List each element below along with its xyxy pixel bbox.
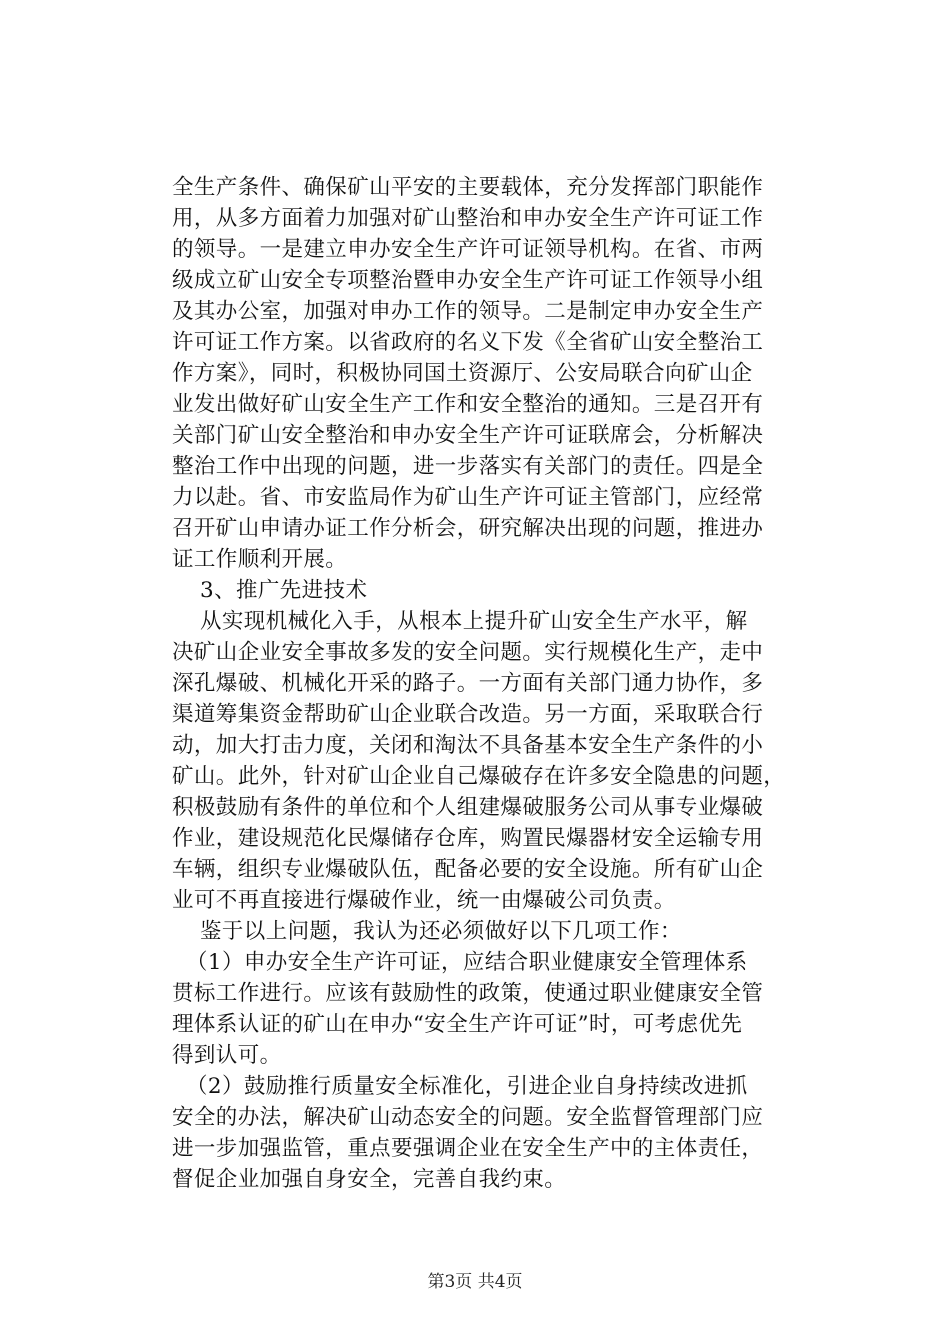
text-line: 用，从多方面着力加强对矿山整治和申办安全生产许可证工作: [172, 206, 764, 231]
text-line: 关部门矿山安全整治和申办安全生产许可证联席会，分析解决: [172, 423, 764, 448]
text-line: 矿山。此外，针对矿山企业自己爆破存在许多安全隐患的问题，: [172, 764, 786, 789]
document-body: [172, 172, 788, 1195]
section-heading: 3、推广先进技术: [200, 578, 368, 603]
list-item-start: （1）申办安全生产许可证，应结合职业健康安全管理体系: [186, 950, 748, 975]
page-number-footer: 第3页 共4页: [427, 1272, 523, 1292]
text-line: 级成立矿山安全专项整治暨申办安全生产许可证工作领导小组: [172, 268, 764, 293]
text-line: 召开矿山申请办证工作分析会，研究解决出现的问题，推进办: [172, 516, 764, 541]
text-line: 渠道筹集资金帮助矿山企业联合改造。另一方面，采取联合行: [172, 702, 764, 727]
text-line: 及其办公室，加强对申办工作的领导。二是制定申办安全生产: [172, 299, 764, 324]
text-line: 业发出做好矿山安全生产工作和安全整治的通知。三是召开有: [172, 392, 764, 417]
text-line: 许可证工作方案。以省政府的名义下发《全省矿山安全整治工: [172, 330, 764, 355]
text-line: 全生产条件、确保矿山平安的主要载体，充分发挥部门职能作: [172, 175, 764, 200]
text-line: 督促企业加强自身安全，完善自我约束。: [172, 1167, 567, 1192]
text-line: 作业，建设规范化民爆储存仓库，购置民爆器材安全运输专用: [172, 826, 764, 851]
list-item-start: （2）鼓励推行质量安全标准化，引进企业自身持续改进抓: [186, 1074, 748, 1099]
text-line: 理体系认证的矿山在申办“安全生产许可证”时，可考虑优先: [172, 1012, 743, 1037]
text-line: 安全的办法，解决矿山动态安全的问题。安全监督管理部门应: [172, 1105, 764, 1130]
paragraph-start: 从实现机械化入手，从根本上提升矿山安全生产水平，解: [200, 609, 748, 634]
text-line: 深孔爆破、机械化开采的路子。一方面有关部门通力协作，多: [172, 671, 764, 696]
text-line: 业可不再直接进行爆破作业，统一由爆破公司负责。: [172, 888, 676, 913]
text-line: 贯标工作进行。应该有鼓励性的政策，使通过职业健康安全管: [172, 981, 764, 1006]
text-line: 得到认可。: [172, 1043, 282, 1068]
text-line: 力以赴。省、市安监局作为矿山生产许可证主管部门，应经常: [172, 485, 764, 510]
text-line: 的领导。一是建立申办安全生产许可证领导机构。在省、市两: [172, 237, 764, 262]
text-line: 动，加大打击力度，关闭和淘汰不具备基本安全生产条件的小: [172, 733, 764, 758]
text-line: 决矿山企业安全事故多发的安全问题。实行规模化生产，走中: [172, 640, 764, 665]
text-line: 作方案》，同时，积极协同国土资源厅、公安局联合向矿山企: [172, 361, 753, 386]
paragraph-start: 鉴于以上问题，我认为还必须做好以下几项工作：: [200, 919, 682, 944]
text-line: 车辆，组织专业爆破队伍，配备必要的安全设施。所有矿山企: [172, 857, 764, 882]
text-line: 证工作顺利开展。: [172, 547, 348, 572]
text-line: 整治工作中出现的问题，进一步落实有关部门的责任。四是全: [172, 454, 764, 479]
text-line: 进一步加强监管，重点要强调企业在安全生产中的主体责任，: [172, 1136, 764, 1161]
text-line: 积极鼓励有条件的单位和个人组建爆破服务公司从事专业爆破: [172, 795, 764, 820]
